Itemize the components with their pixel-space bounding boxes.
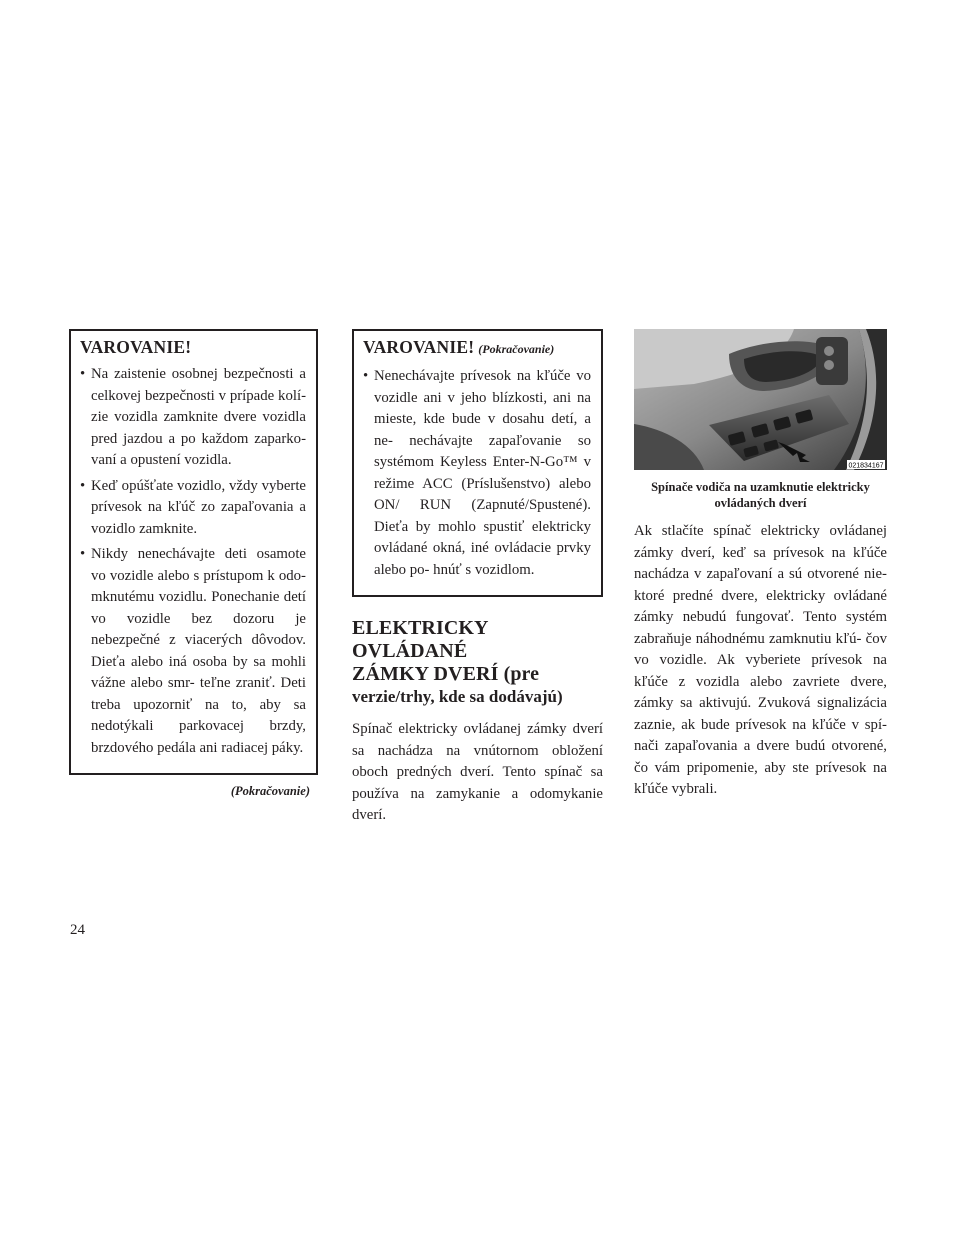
warning-item: • Nenechávajte prívesok na kľúče vo vozidle ani v jeho blízkosti, ani na mieste, kde bude v dosahu detí, a ne- nechávajte zapaľovanie so systémom Keyless Enter-N-Go™ v režime ACC (Príslušenstvo) alebo ON/ RUN (Zapnuté/Spustené). Dieťa by mohlo spustiť elektricky ovládané okná, iné ovládacie prvky alebo po- hnúť s vozidlom. <box>363 368 591 578</box>
warning-box-continued <box>352 329 603 597</box>
section-heading: ELEKTRICKY OVLÁDANÉ ZÁMKY DVERÍ (pre verzie/trhy, kde sa dodávajú) <box>352 617 563 706</box>
warning-list <box>363 366 591 581</box>
warning-item: • Keď opúšťate vozidlo, vždy vyberte prívesok na kľúč zo zapaľovania a vozidlo zamknite. <box>80 477 306 537</box>
door-lock-switch-photo <box>634 329 887 470</box>
continued-note: (Pokračovanie) <box>230 784 310 798</box>
bullet-icon: • <box>80 366 86 382</box>
warning-item: • Nikdy nenechávajte deti osamote vo vozidle alebo s prístupom k odo- mknutému vozidlu. Ponechanie detí vo vozidle bez dozoru je nebezpečné z viacerých dôvodov. Dieťa alebo iná osoba by sa mohli vážne alebo smr- teľne zraniť. Deti treba upozorniť na to, aby sa nedotýkali parkovacej brzdy, brzdového pedála ani radiacej páky. <box>80 546 306 756</box>
warning-box <box>69 329 318 775</box>
middle-column <box>352 329 603 827</box>
figure-caption: Spínače vodiča na uzamknutie elektricky ovládaných dverí <box>651 480 870 510</box>
page-number: 24 <box>70 922 85 938</box>
bullet-icon: • <box>80 546 86 562</box>
body-paragraph: Ak stlačíte spínač elektricky ovládanej zámky dverí, keď sa prívesok na kľúče nachádza v zapaľovaní a sú otvorené nie- ktoré predné dvere, elektricky ovládané zámky nebudú fungovať. Tento systém zabraňuje náhodnému zamknutiu kľú- čov vo vozidle. Ak vyberiete prívesok na kľúče z vozidla alebo zavriete dvere, zámky sa aktivujú. Zvuková signalizácia zaznie, ak bude prívesok na kľúče v spí- nači zapaľovania a dvere budú otvorené, čo vám pripomenie, aby ste prívesok na kľúče vybrali. <box>634 523 887 797</box>
warning-title: VAROVANIE! (Pokračovanie) <box>363 337 555 357</box>
right-column <box>634 329 887 801</box>
bullet-icon: • <box>80 477 86 494</box>
warning-list <box>80 364 306 759</box>
section-paragraph: Spínač elektricky ovládanej zámky dverí sa nachádza na vnútornom obložení oboch predných dverí. Tento spínač sa používa na zamykanie a odomykanie dverí. <box>352 721 603 823</box>
continued-label: (Pokračovanie) <box>478 342 555 356</box>
bullet-icon: • <box>363 368 369 384</box>
image-code: 021834167 <box>848 462 884 470</box>
left-column <box>69 329 318 799</box>
warning-title: VAROVANIE! <box>80 337 192 357</box>
warning-item: • Na zaistenie osobnej bezpečnosti a celkovej bezpečnosti v prípade kolí- zie vozidla zamknite dvere vozidla pred jazdou a po každom zaparko- vaní a opustení vozidla. <box>80 366 306 468</box>
